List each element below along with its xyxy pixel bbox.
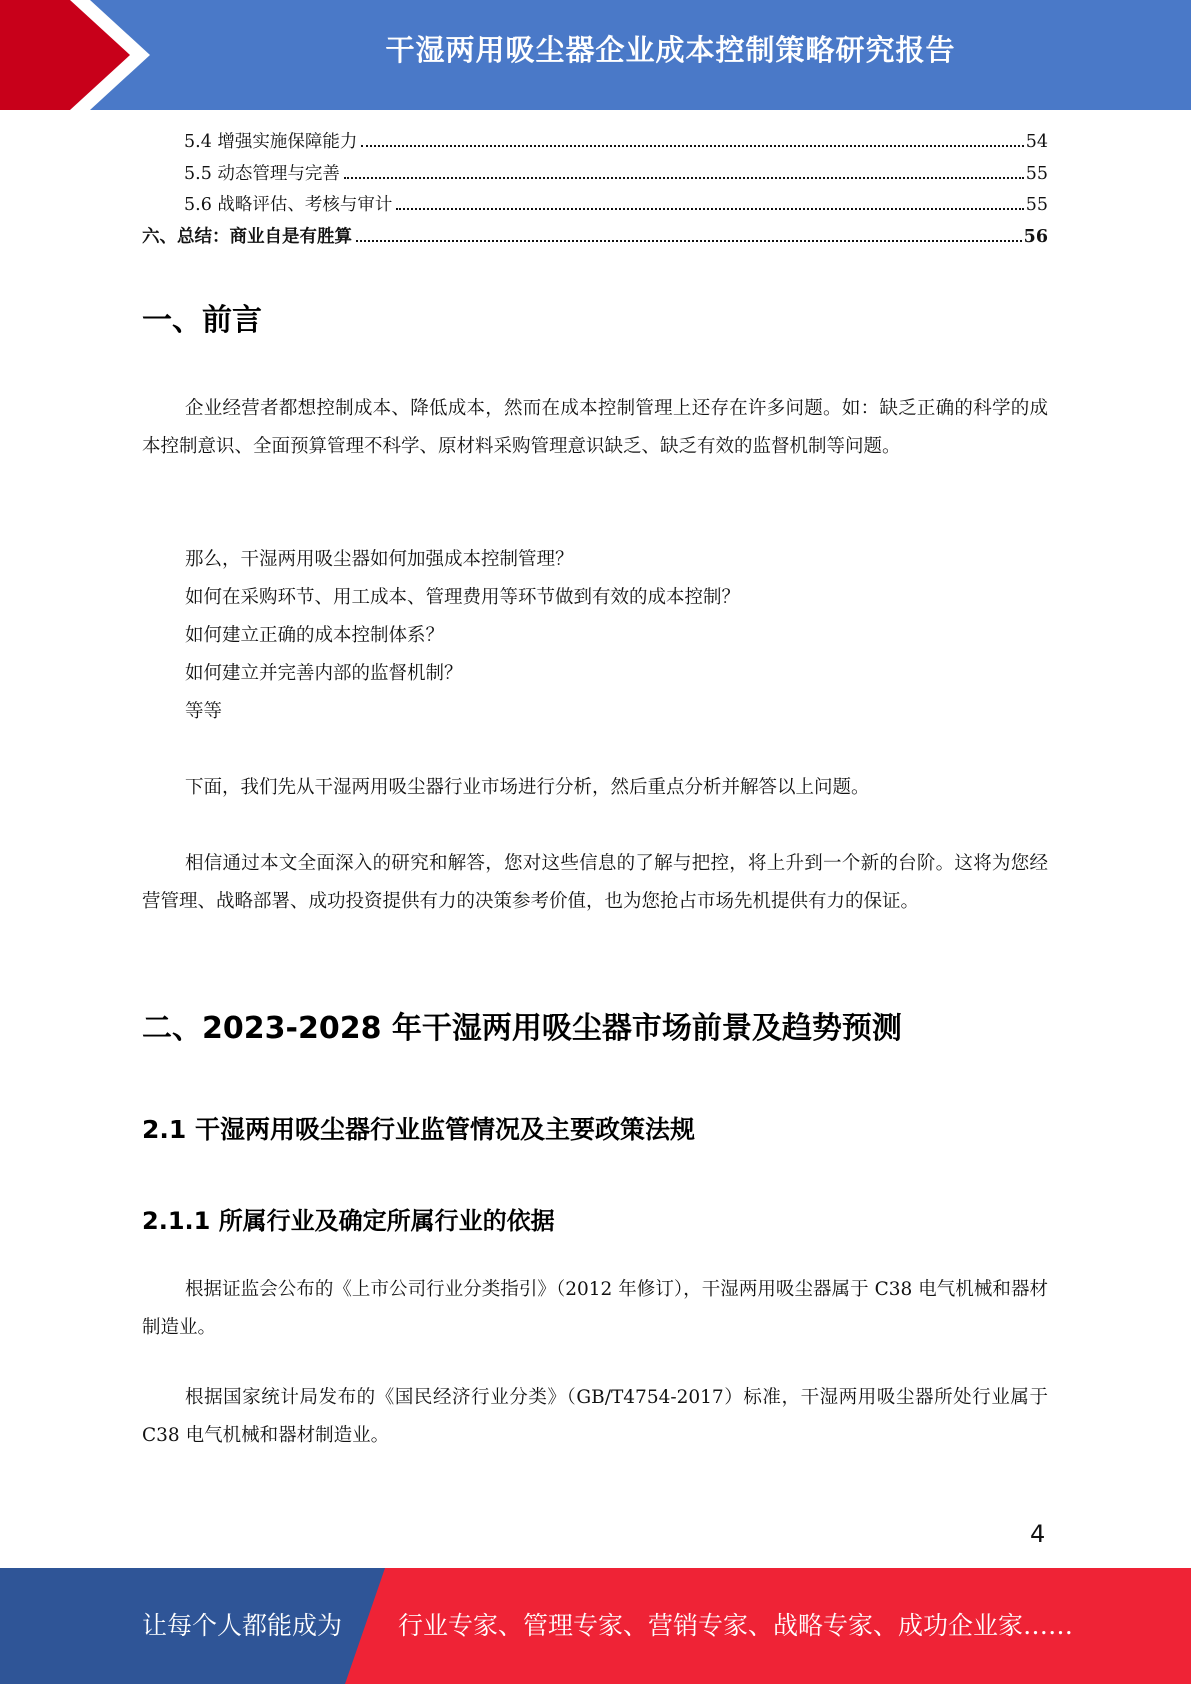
page-header [0,0,1191,110]
page-number: 4 [1030,1520,1046,1548]
toc-entry[interactable] [142,160,1048,192]
toc-entry-page: 56 [1023,226,1048,247]
toc-entry-label: 5.6 战略评估、考核与审计 [184,195,393,215]
question-line: 如何建立正确的成本控制体系？ [185,625,445,646]
footer-slogan-right: 行业专家、管理专家、营销专家、战略专家、成功企业家…… [398,1611,1074,1640]
toc-entry-label: 六、总结：商业自是有胜算 [142,226,352,247]
table-of-contents [142,128,1048,254]
toc-entry-label: 5.4 增强实施保障能力 [184,132,358,152]
toc-entry-page: 55 [1025,195,1048,215]
footer-slogan-left: 让每个人都能成为 [142,1611,343,1640]
toc-entry-page: 55 [1025,163,1048,184]
page-footer [0,1568,1191,1684]
toc-entry[interactable] [142,191,1048,223]
toc-entry-page: 54 [1025,132,1048,152]
paragraph: 根据证监会公布的《上市公司行业分类指引》（2012 年修订），干湿两用吸尘器属于 C38 电气机械和器材制造业。 [142,1279,1048,1338]
toc-leader-dots [361,145,1023,147]
toc-entry-chapter[interactable] [142,223,1048,255]
section-heading-market-outlook: 二、2023-2028 年干湿两用吸尘器市场前景及趋势预测 [142,1011,902,1046]
paragraph: 相信通过本文全面深入的研究和解答，您对这些信息的了解与把控，将上升到一个新的台阶。这将为您经营管理、战略部署、成功投资提供有力的决策参考价值，也为您抢占市场先机提供有力的保证。 [142,853,1048,912]
toc-leader-dots [356,240,1022,242]
header-red-arrow-decoration [0,0,150,110]
toc-entry[interactable] [142,128,1048,160]
paragraph: 根据国家统计局发布的《国民经济行业分类》（GB/T4754-2017）标准，干湿两用吸尘器所处行业属于 C38 电气机械和器材制造业。 [142,1387,1048,1446]
question-line: 等等 [185,701,223,722]
toc-leader-dots [344,177,1024,179]
report-title: 干湿两用吸尘器企业成本控制策略研究报告 [385,33,956,67]
toc-leader-dots [396,208,1023,210]
question-line: 如何在采购环节、用工成本、管理费用等环节做到有效的成本控制？ [185,587,741,608]
toc-entry-label: 5.5 动态管理与完善 [184,163,340,184]
paragraph: 下面，我们先从干湿两用吸尘器行业市场进行分析，然后重点分析并解答以上问题。 [185,777,870,798]
question-line: 如何建立并完善内部的监督机制？ [185,663,463,684]
subsubsection-heading: 2.1.1 所属行业及确定所属行业的依据 [142,1207,555,1235]
subsection-heading: 2.1 干湿两用吸尘器行业监管情况及主要政策法规 [142,1115,695,1144]
section-heading-preface: 一、前言 [142,303,262,338]
question-line: 那么，干湿两用吸尘器如何加强成本控制管理？ [185,549,574,570]
paragraph: 企业经营者都想控制成本、降低成本，然而在成本控制管理上还存在许多问题。如：缺乏正确的科学的成本控制意识、全面预算管理不科学、原材料采购管理意识缺乏、缺乏有效的监督机制等问题。 [142,398,1048,457]
